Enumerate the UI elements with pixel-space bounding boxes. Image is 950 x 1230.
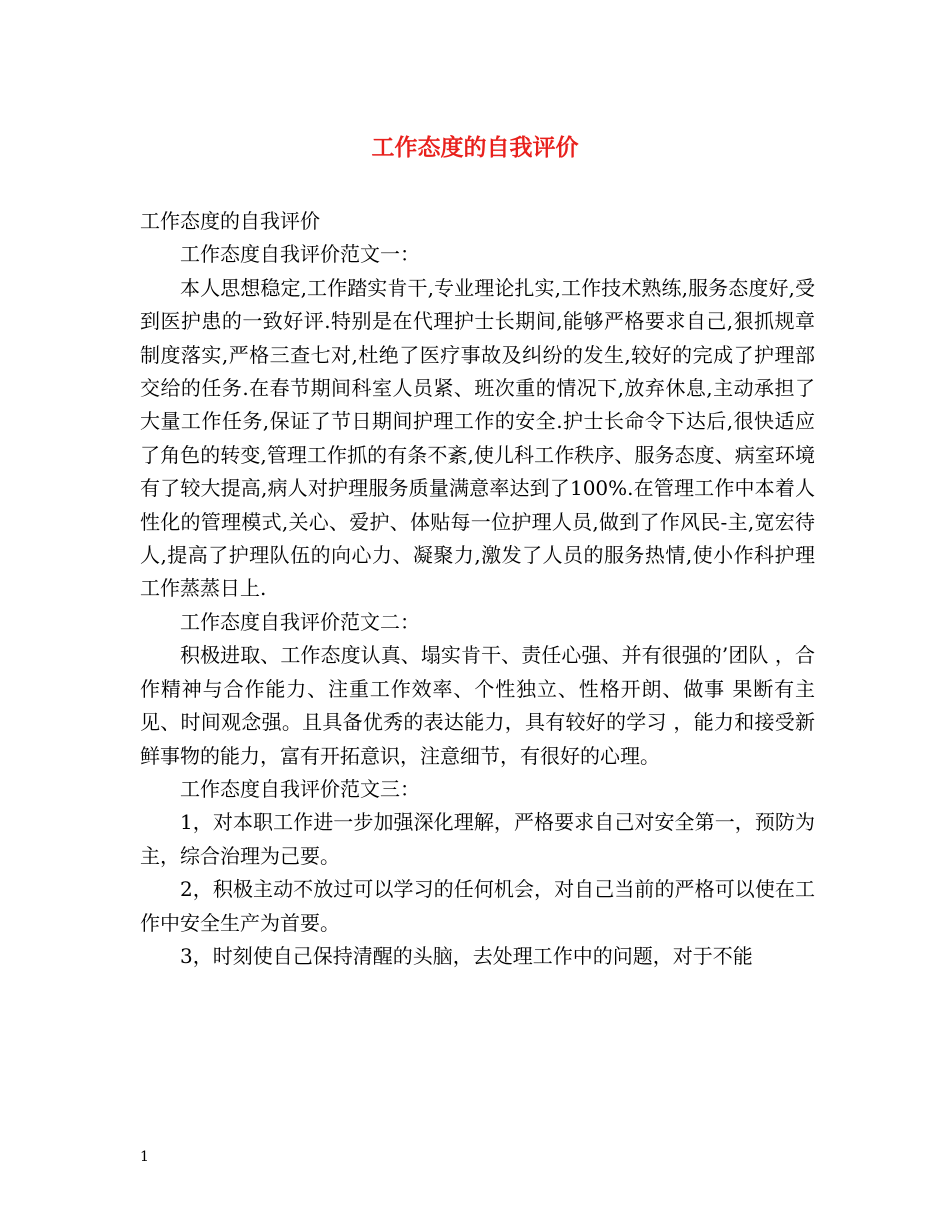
paragraph-item-three: 3，时刻使自己保持清醒的头脑，去处理工作中的问题，对于不能 [180, 943, 753, 968]
paragraph-item-two: 2，积极主动不放过可以学习的任何机会，对自己当前的严格可以使在工作中安全生产为首要。 [140, 877, 815, 935]
paragraph-sample-two-body: 积极进取、工作态度认真、塌实肯干、责任心强、并有很强的’团队 ，合作精神与合作能力、注重工作效率、个性独立、性格开朗、做事 果断有主见、时间观念强。且具备优秀的表达能力，具有较好的学习 ，能力和接受新鲜事物的能力，富有开拓意识，注意细节，有很好的心理。 [140, 643, 815, 768]
document-title: 工作态度的自我评价 [371, 134, 579, 161]
paragraph-sample-three-heading: 工作态度自我评价范文三： [180, 776, 420, 801]
paragraph-sample-one-body: 本人思想稳定,工作踏实肯干,专业理论扎实,工作技术熟练,服务态度好,受到医护患的一致好评.特别是在代理护士长期间,能够严格要求自己,狠抓规章制度落实,严格三查七对,杜绝了医疗事故及纠纷的发生,较好的完成了护理部交给的任务.在春节期间科室人员紧、班次重的情况下,放弃休息,主动承担了大量工作任务,保证了节日期间护理工作的安全.护士长命令下达后,很快适应了角色的转变,管理工作抓的有条不紊,使儿科工作秩序、服务态度、病室环境有了较大提高,病人对护理服务质量满意率达到了100%.在管理工作中本着人性化的管理模式,关心、爱护、体贴每一位护理人员,做到了作风民-主,宽宏待人,提高了护理队伍的向心力、凝聚力,激发了人员的服务热情,使小作科护理工作蒸蒸日上. [140, 275, 815, 601]
page-number: 1 [140, 1149, 149, 1165]
paragraph-sample-one-heading: 工作态度自我评价范文一： [180, 242, 420, 267]
paragraph-heading: 工作态度的自我评价 [140, 209, 320, 233]
paragraph-item-one: 1，对本职工作进一步加强深化理解，严格要求自己对安全第一，预防为主，综合治理为己要。 [140, 810, 815, 868]
document-body [140, 205, 815, 973]
paragraph-sample-two-heading: 工作态度自我评价范文二： [180, 609, 420, 634]
